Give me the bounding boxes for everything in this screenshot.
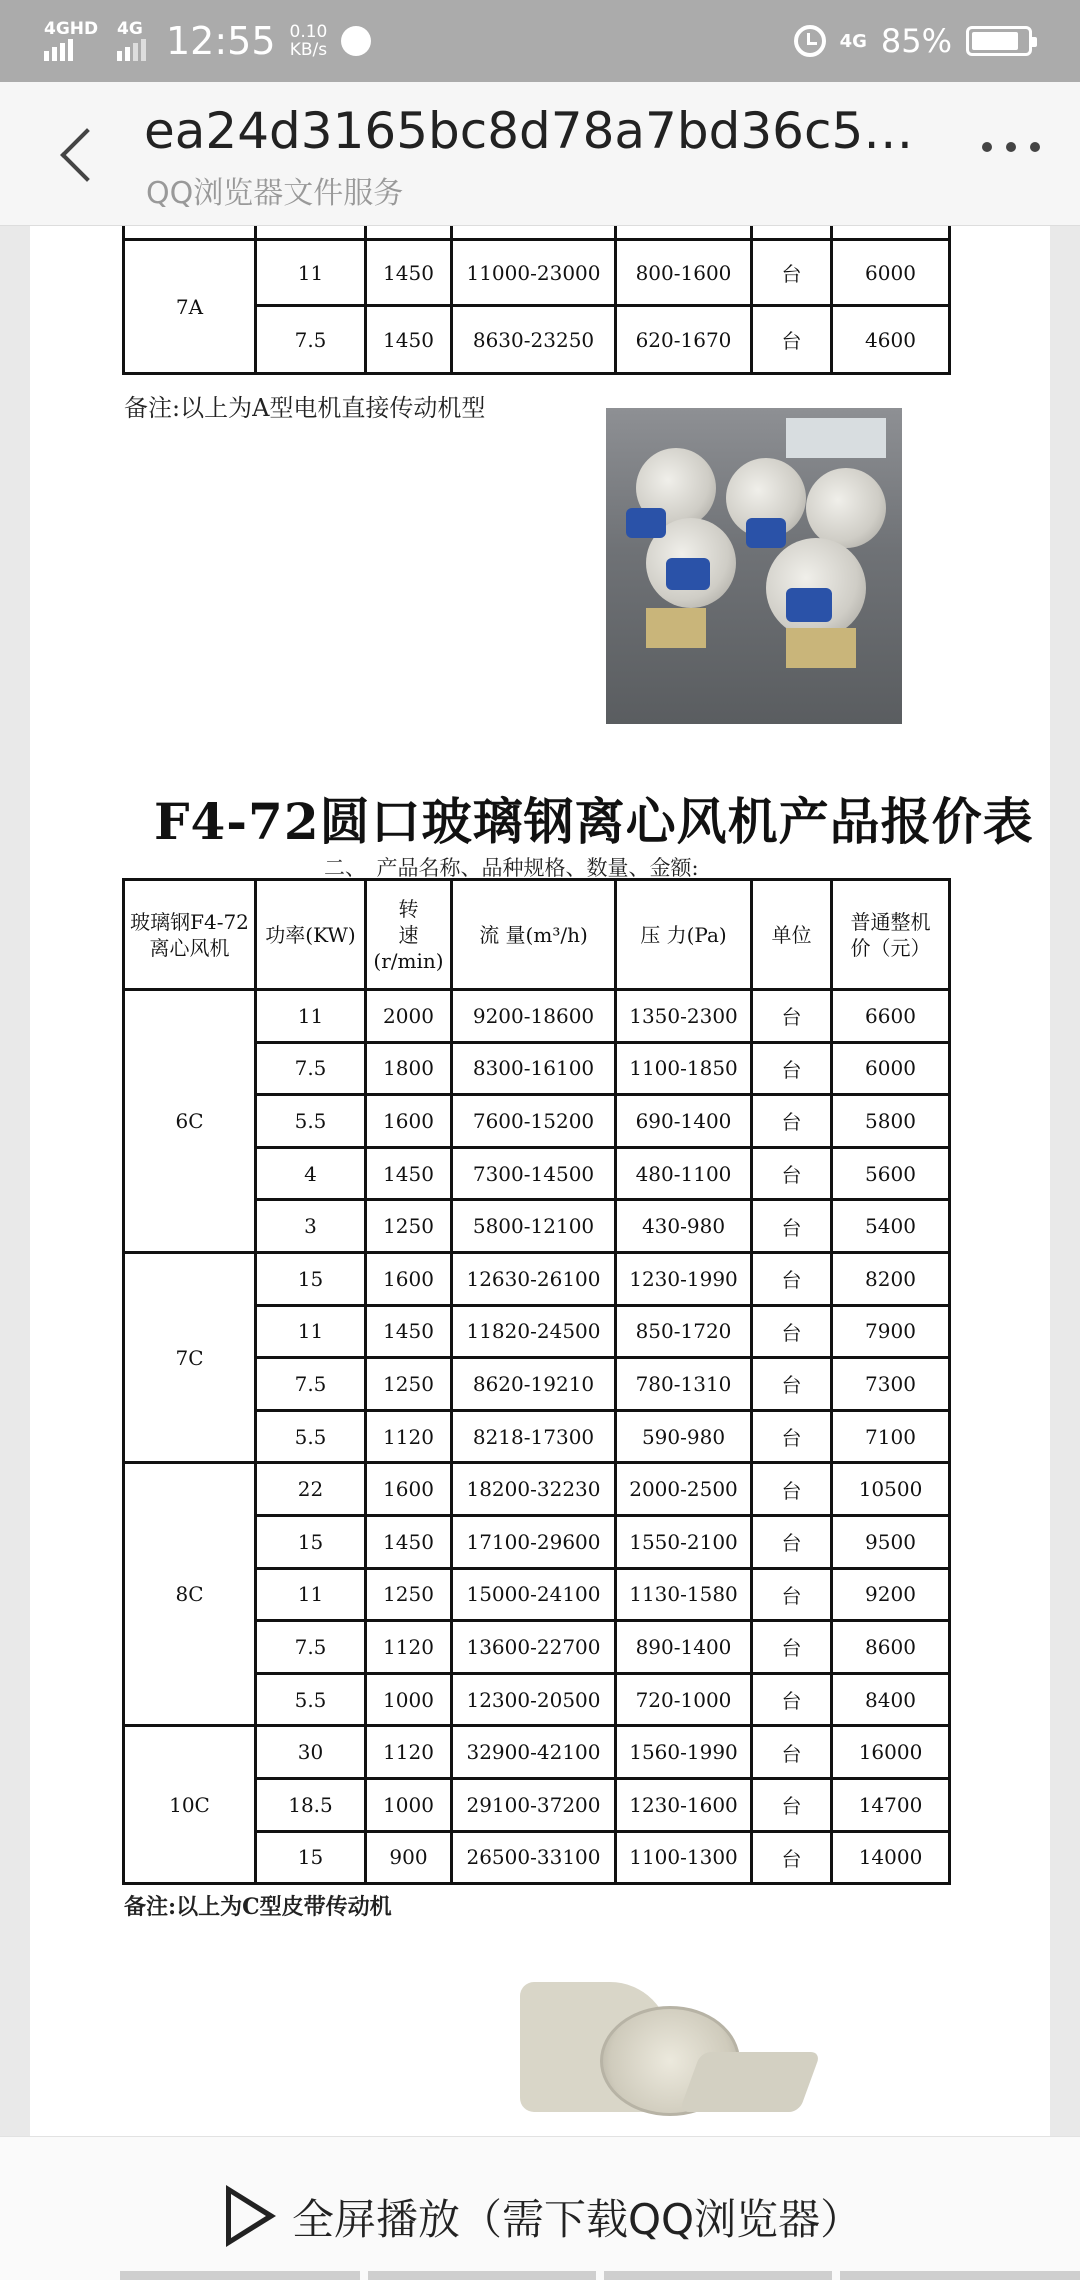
power-cell: 7.5 — [256, 1042, 366, 1095]
pressure-cell: 620-1670 — [616, 306, 752, 374]
price-cell: 16000 — [832, 1726, 950, 1779]
note-c-type: 备注:以上为C型皮带传动机 — [124, 1894, 392, 1920]
battery-percent: 85% — [880, 22, 952, 60]
price-cell: 8200 — [832, 1252, 950, 1305]
model-cell: 7A — [124, 240, 256, 374]
unit-cell: 台 — [752, 1463, 832, 1516]
speed-cell: 2000 — [366, 990, 452, 1043]
flow-cell: 12630-26100 — [452, 1252, 616, 1305]
play-icon — [226, 2185, 278, 2247]
unit-cell: 台 — [752, 240, 832, 306]
unit-cell: 台 — [752, 306, 832, 374]
speed-cell: 1250 — [366, 1200, 452, 1253]
flow-cell: 26500-33100 — [452, 1831, 616, 1884]
power-cell: 5.5 — [256, 1673, 366, 1726]
unit-cell: 台 — [752, 1200, 832, 1253]
page-indicator — [120, 2271, 1080, 2280]
unit-cell: 台 — [752, 1305, 832, 1358]
speed-cell: 1120 — [366, 1621, 452, 1674]
power-cell: 4 — [256, 1147, 366, 1200]
file-source: QQ浏览器文件服务 — [146, 176, 404, 211]
speed-cell: 1120 — [366, 1410, 452, 1463]
pressure-cell: 720-1000 — [616, 1673, 752, 1726]
price-cell: 7100 — [832, 1410, 950, 1463]
unit-cell: 台 — [752, 1410, 832, 1463]
table-row — [124, 990, 950, 1043]
network-speed — [290, 23, 328, 59]
speed-cell: 1120 — [366, 1726, 452, 1779]
flow-cell: 29100-37200 — [452, 1778, 616, 1831]
app-notification-icon — [341, 26, 371, 56]
speed-cell: 1250 — [366, 1568, 452, 1621]
top-bar — [0, 82, 1080, 226]
power-cell: 11 — [256, 1305, 366, 1358]
header-price: 普通整机 价（元） — [832, 880, 950, 990]
speed-cell: 1450 — [366, 306, 452, 374]
unit-cell: 台 — [752, 990, 832, 1043]
power-cell: 18.5 — [256, 1778, 366, 1831]
speed-cell: 1450 — [366, 1305, 452, 1358]
power-cell: 7.5 — [256, 306, 366, 374]
flow-cell: 8218-17300 — [452, 1410, 616, 1463]
price-cell: 9200 — [832, 1568, 950, 1621]
speed-cell: 1450 — [366, 1147, 452, 1200]
price-cell: 6000 — [832, 240, 950, 306]
flow-cell: 8300-16100 — [452, 1042, 616, 1095]
pressure-cell: 2000-2500 — [616, 1463, 752, 1516]
power-cell: 15 — [256, 1831, 366, 1884]
header-unit: 单位 — [752, 880, 832, 990]
unit-cell: 台 — [752, 1568, 832, 1621]
speed-cell: 1250 — [366, 1358, 452, 1411]
table-row — [124, 240, 950, 306]
signal-label-2: 4G — [117, 19, 143, 39]
flow-cell: 7300-14500 — [452, 1147, 616, 1200]
price-cell: 14700 — [832, 1778, 950, 1831]
signal-label: 4GHD — [44, 19, 99, 39]
price-cell: 5400 — [832, 1200, 950, 1253]
price-cell: 5800 — [832, 1095, 950, 1148]
table-row — [124, 1726, 950, 1779]
power-cell: 5.5 — [256, 1410, 366, 1463]
flow-cell: 18200-32230 — [452, 1463, 616, 1516]
price-cell: 8400 — [832, 1673, 950, 1726]
unit-cell: 台 — [752, 1358, 832, 1411]
model-cell: 8C — [124, 1463, 256, 1726]
pressure-cell: 480-1100 — [616, 1147, 752, 1200]
flow-cell: 17100-29600 — [452, 1515, 616, 1568]
price-cell: 5600 — [832, 1147, 950, 1200]
alarm-icon — [794, 25, 826, 57]
table-7a — [122, 226, 951, 375]
unit-cell: 台 — [752, 1778, 832, 1831]
power-cell: 7.5 — [256, 1621, 366, 1674]
document-subtitle: 二、 产品名称、品种规格、数量、金额: — [324, 856, 699, 880]
pressure-cell: 590-980 — [616, 1410, 752, 1463]
flow-cell: 5800-12100 — [452, 1200, 616, 1253]
unit-cell: 台 — [752, 1515, 832, 1568]
clock: 12:55 — [166, 19, 276, 63]
model-cell: 6C — [124, 990, 256, 1253]
header-model: 玻璃钢F4-72 离心风机 — [124, 880, 256, 990]
power-cell: 22 — [256, 1463, 366, 1516]
power-cell: 11 — [256, 240, 366, 306]
pressure-cell: 1350-2300 — [616, 990, 752, 1043]
pressure-cell: 800-1600 — [616, 240, 752, 306]
signal-icon — [44, 19, 99, 61]
back-arrow-icon[interactable] — [48, 122, 108, 192]
power-cell: 15 — [256, 1252, 366, 1305]
speed-cell: 1000 — [366, 1673, 452, 1726]
speed-cell: 1450 — [366, 240, 452, 306]
more-options-icon[interactable] — [982, 142, 1040, 152]
price-cell: 7300 — [832, 1358, 950, 1411]
flow-cell: 9200-18600 — [452, 990, 616, 1043]
network-type: 4G — [839, 30, 867, 52]
price-cell: 6000 — [832, 1042, 950, 1095]
flow-cell: 8630-23250 — [452, 306, 616, 374]
unit-cell: 台 — [752, 1831, 832, 1884]
file-title: ea24d3165bc8d78a7bd36c5… — [144, 102, 914, 160]
flow-cell: 32900-42100 — [452, 1726, 616, 1779]
speed-cell: 1600 — [366, 1095, 452, 1148]
header-power: 功率(KW) — [256, 880, 366, 990]
unit-cell: 台 — [752, 1673, 832, 1726]
pressure-cell: 1230-1990 — [616, 1252, 752, 1305]
speed-cell: 1600 — [366, 1463, 452, 1516]
pressure-cell: 1130-1580 — [616, 1568, 752, 1621]
signal-icon-2 — [117, 21, 146, 61]
speed-cell: 1800 — [366, 1042, 452, 1095]
battery-icon — [966, 26, 1032, 56]
speed-unit: KB/s — [289, 40, 328, 60]
unit-cell: 台 — [752, 1621, 832, 1674]
unit-cell: 台 — [752, 1726, 832, 1779]
unit-cell: 台 — [752, 1042, 832, 1095]
pressure-cell: 780-1310 — [616, 1358, 752, 1411]
flow-cell: 13600-22700 — [452, 1621, 616, 1674]
pressure-cell: 690-1400 — [616, 1095, 752, 1148]
pressure-cell: 1560-1990 — [616, 1726, 752, 1779]
document-viewer[interactable] — [0, 226, 1080, 2136]
fullscreen-play-label: 全屏播放（需下载QQ浏览器） — [292, 2195, 863, 2244]
unit-cell: 台 — [752, 1147, 832, 1200]
fan-photo — [606, 408, 902, 724]
header-flow: 流 量(m³/h) — [452, 880, 616, 990]
note-a-type: 备注:以上为A型电机直接传动机型 — [124, 394, 486, 422]
model-cell: 7C — [124, 1252, 256, 1462]
power-cell: 30 — [256, 1726, 366, 1779]
header-speed: 转 速 (r/min) — [366, 880, 452, 990]
power-cell: 11 — [256, 990, 366, 1043]
table-row — [124, 1463, 950, 1516]
table-row — [124, 1252, 950, 1305]
power-cell: 7.5 — [256, 1358, 366, 1411]
price-cell: 7900 — [832, 1305, 950, 1358]
speed-cell: 1450 — [366, 1515, 452, 1568]
unit-cell: 台 — [752, 1252, 832, 1305]
document-title: F4-72圆口玻璃钢离心风机产品报价表 — [154, 792, 1034, 851]
table-header-row — [124, 880, 950, 990]
flow-cell: 11820-24500 — [452, 1305, 616, 1358]
flow-cell: 8620-19210 — [452, 1358, 616, 1411]
flow-cell: 11000-23000 — [452, 240, 616, 306]
flow-cell: 7600-15200 — [452, 1095, 616, 1148]
price-cell: 6600 — [832, 990, 950, 1043]
pressure-cell: 850-1720 — [616, 1305, 752, 1358]
flow-cell: 15000-24100 — [452, 1568, 616, 1621]
pressure-cell: 1100-1850 — [616, 1042, 752, 1095]
unit-cell: 台 — [752, 1095, 832, 1148]
price-cell: 4600 — [832, 306, 950, 374]
power-cell: 5.5 — [256, 1095, 366, 1148]
power-cell: 11 — [256, 1568, 366, 1621]
pressure-cell: 1550-2100 — [616, 1515, 752, 1568]
speed-cell: 900 — [366, 1831, 452, 1884]
pressure-cell: 890-1400 — [616, 1621, 752, 1674]
speed-value: 0.10 — [289, 22, 328, 42]
pressure-cell: 1230-1600 — [616, 1778, 752, 1831]
pressure-cell: 430-980 — [616, 1200, 752, 1253]
price-cell: 8600 — [832, 1621, 950, 1674]
price-cell: 10500 — [832, 1463, 950, 1516]
header-pressure: 压 力(Pa) — [616, 880, 752, 990]
price-cell: 14000 — [832, 1831, 950, 1884]
flow-cell: 12300-20500 — [452, 1673, 616, 1726]
speed-cell: 1600 — [366, 1252, 452, 1305]
document-page — [30, 226, 1050, 2136]
status-bar — [0, 0, 1080, 82]
power-cell: 3 — [256, 1200, 366, 1253]
quotation-table — [122, 878, 951, 1885]
belt-fan-photo — [490, 1962, 820, 2136]
power-cell: 15 — [256, 1515, 366, 1568]
model-cell: 10C — [124, 1726, 256, 1884]
bottom-bar — [0, 2136, 1080, 2280]
pressure-cell: 1100-1300 — [616, 1831, 752, 1884]
speed-cell: 1000 — [366, 1778, 452, 1831]
price-cell: 9500 — [832, 1515, 950, 1568]
